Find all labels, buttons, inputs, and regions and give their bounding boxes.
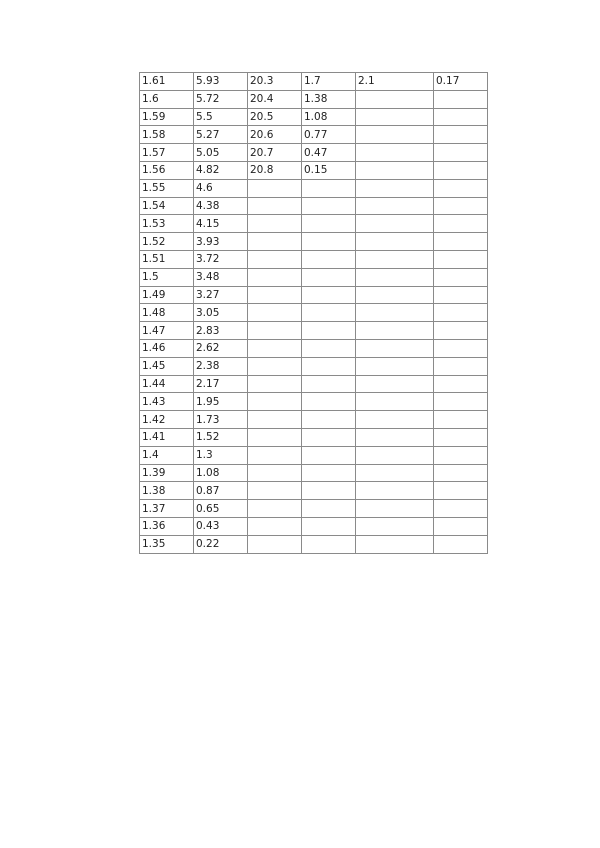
table-cell bbox=[248, 535, 302, 553]
table-cell: 5.27 bbox=[194, 126, 248, 144]
table-cell bbox=[356, 339, 434, 357]
table-cell bbox=[356, 286, 434, 304]
table-cell bbox=[356, 233, 434, 251]
table-cell: 1.41 bbox=[140, 428, 194, 446]
table-cell: 1.47 bbox=[140, 322, 194, 340]
table-cell bbox=[302, 428, 356, 446]
table-cell: 3.27 bbox=[194, 286, 248, 304]
table-cell bbox=[356, 108, 434, 126]
table-cell: 5.72 bbox=[194, 90, 248, 108]
table-cell bbox=[302, 233, 356, 251]
table-cell: 1.48 bbox=[140, 304, 194, 322]
table-cell: 1.37 bbox=[140, 500, 194, 518]
table-row bbox=[140, 535, 488, 553]
table-cell: 4.38 bbox=[194, 197, 248, 215]
table-cell bbox=[248, 322, 302, 340]
table-cell bbox=[434, 108, 488, 126]
table-cell bbox=[434, 322, 488, 340]
table-cell: 20.8 bbox=[248, 161, 302, 179]
table-cell bbox=[302, 197, 356, 215]
table-cell bbox=[248, 375, 302, 393]
table-cell: 1.45 bbox=[140, 357, 194, 375]
table-cell bbox=[434, 375, 488, 393]
table-cell bbox=[356, 304, 434, 322]
table-body bbox=[140, 73, 488, 554]
table-cell: 3.48 bbox=[194, 268, 248, 286]
table-cell: 1.3 bbox=[194, 446, 248, 464]
table-cell: 4.6 bbox=[194, 179, 248, 197]
table-cell bbox=[434, 161, 488, 179]
table-cell bbox=[302, 286, 356, 304]
table-cell bbox=[356, 197, 434, 215]
table-cell bbox=[434, 179, 488, 197]
table-cell bbox=[356, 268, 434, 286]
table-cell: 1.57 bbox=[140, 144, 194, 162]
table-cell bbox=[434, 357, 488, 375]
table-cell: 2.38 bbox=[194, 357, 248, 375]
table-cell bbox=[248, 411, 302, 429]
table-cell: 3.05 bbox=[194, 304, 248, 322]
table-cell bbox=[302, 250, 356, 268]
table-cell: 1.7 bbox=[302, 73, 356, 91]
table-cell: 1.59 bbox=[140, 108, 194, 126]
table-cell: 1.38 bbox=[140, 482, 194, 500]
table-cell: 1.08 bbox=[194, 464, 248, 482]
table-cell: 2.83 bbox=[194, 322, 248, 340]
table-cell bbox=[356, 411, 434, 429]
table-cell bbox=[434, 215, 488, 233]
table-cell: 1.53 bbox=[140, 215, 194, 233]
table-cell bbox=[302, 517, 356, 535]
table-cell bbox=[434, 144, 488, 162]
table-cell bbox=[434, 268, 488, 286]
table-cell: 20.5 bbox=[248, 108, 302, 126]
table-cell bbox=[356, 215, 434, 233]
table-cell: 1.38 bbox=[302, 90, 356, 108]
table-cell bbox=[302, 375, 356, 393]
table-cell: 1.56 bbox=[140, 161, 194, 179]
table-cell bbox=[248, 339, 302, 357]
table-row bbox=[140, 108, 488, 126]
table-cell: 1.58 bbox=[140, 126, 194, 144]
table-cell bbox=[356, 161, 434, 179]
table-cell bbox=[248, 197, 302, 215]
table-cell: 4.15 bbox=[194, 215, 248, 233]
table-cell: 2.62 bbox=[194, 339, 248, 357]
table-row bbox=[140, 482, 488, 500]
table-cell bbox=[356, 90, 434, 108]
table-cell bbox=[356, 126, 434, 144]
table-row bbox=[140, 233, 488, 251]
table-cell: 1.73 bbox=[194, 411, 248, 429]
table-cell bbox=[302, 464, 356, 482]
table-row bbox=[140, 446, 488, 464]
table-cell bbox=[248, 482, 302, 500]
table-cell: 1.95 bbox=[194, 393, 248, 411]
table-cell bbox=[248, 233, 302, 251]
table-cell bbox=[302, 500, 356, 518]
table-cell bbox=[356, 500, 434, 518]
table-cell bbox=[248, 357, 302, 375]
table-cell: 0.43 bbox=[194, 517, 248, 535]
table-cell: 1.6 bbox=[140, 90, 194, 108]
table-cell bbox=[248, 179, 302, 197]
table-cell: 3.93 bbox=[194, 233, 248, 251]
table-cell bbox=[248, 304, 302, 322]
table-cell bbox=[434, 250, 488, 268]
table-cell bbox=[434, 304, 488, 322]
table-cell: 1.42 bbox=[140, 411, 194, 429]
table-cell bbox=[302, 393, 356, 411]
table-row bbox=[140, 500, 488, 518]
table-cell: 0.87 bbox=[194, 482, 248, 500]
table-row bbox=[140, 126, 488, 144]
table-cell bbox=[302, 446, 356, 464]
table-row bbox=[140, 304, 488, 322]
table-cell bbox=[434, 428, 488, 446]
table-row bbox=[140, 179, 488, 197]
table-cell bbox=[356, 250, 434, 268]
table-row bbox=[140, 464, 488, 482]
table-cell bbox=[248, 464, 302, 482]
table-cell bbox=[356, 517, 434, 535]
table-row bbox=[140, 375, 488, 393]
table-cell bbox=[248, 250, 302, 268]
table-cell bbox=[434, 517, 488, 535]
table-cell bbox=[248, 215, 302, 233]
table-cell: 1.43 bbox=[140, 393, 194, 411]
table-cell: 1.51 bbox=[140, 250, 194, 268]
table-row bbox=[140, 286, 488, 304]
table-row bbox=[140, 428, 488, 446]
table-cell bbox=[356, 393, 434, 411]
table-cell bbox=[434, 233, 488, 251]
table-cell bbox=[356, 179, 434, 197]
table-cell bbox=[302, 304, 356, 322]
table-cell: 0.15 bbox=[302, 161, 356, 179]
table-row bbox=[140, 215, 488, 233]
table-cell: 1.52 bbox=[194, 428, 248, 446]
table-cell bbox=[356, 428, 434, 446]
table-cell bbox=[434, 464, 488, 482]
table-cell: 0.77 bbox=[302, 126, 356, 144]
table-row bbox=[140, 517, 488, 535]
table-row bbox=[140, 393, 488, 411]
data-table bbox=[139, 72, 488, 554]
table-row bbox=[140, 197, 488, 215]
table-cell bbox=[248, 268, 302, 286]
table-cell bbox=[302, 215, 356, 233]
table-cell bbox=[434, 482, 488, 500]
table-cell bbox=[248, 428, 302, 446]
table-row bbox=[140, 411, 488, 429]
table-cell bbox=[302, 411, 356, 429]
table-cell bbox=[356, 535, 434, 553]
table-cell bbox=[434, 411, 488, 429]
table-cell: 1.08 bbox=[302, 108, 356, 126]
table-cell bbox=[356, 464, 434, 482]
table-cell bbox=[434, 500, 488, 518]
table-cell bbox=[356, 144, 434, 162]
table-cell: 1.52 bbox=[140, 233, 194, 251]
table-cell: 1.46 bbox=[140, 339, 194, 357]
table-cell: 1.36 bbox=[140, 517, 194, 535]
table-cell bbox=[248, 393, 302, 411]
table-cell bbox=[434, 197, 488, 215]
table-cell bbox=[434, 393, 488, 411]
table-cell: 0.47 bbox=[302, 144, 356, 162]
table-cell: 5.05 bbox=[194, 144, 248, 162]
table-cell: 1.35 bbox=[140, 535, 194, 553]
table-row bbox=[140, 357, 488, 375]
table-cell bbox=[356, 357, 434, 375]
table-cell bbox=[302, 179, 356, 197]
table-cell bbox=[434, 446, 488, 464]
table-cell: 1.39 bbox=[140, 464, 194, 482]
table-row bbox=[140, 144, 488, 162]
table-cell: 2.1 bbox=[356, 73, 434, 91]
table-cell bbox=[356, 322, 434, 340]
table-cell: 1.4 bbox=[140, 446, 194, 464]
table-cell bbox=[248, 446, 302, 464]
table-cell: 5.5 bbox=[194, 108, 248, 126]
table-row bbox=[140, 161, 488, 179]
table-cell: 20.3 bbox=[248, 73, 302, 91]
table-cell bbox=[248, 500, 302, 518]
table-cell: 5.93 bbox=[194, 73, 248, 91]
table-cell: 4.82 bbox=[194, 161, 248, 179]
table-cell: 20.7 bbox=[248, 144, 302, 162]
table-cell: 3.72 bbox=[194, 250, 248, 268]
table-cell bbox=[302, 535, 356, 553]
table-cell: 1.61 bbox=[140, 73, 194, 91]
table-row bbox=[140, 250, 488, 268]
table-cell bbox=[302, 357, 356, 375]
table-cell bbox=[434, 286, 488, 304]
table-cell bbox=[356, 482, 434, 500]
table-cell bbox=[434, 126, 488, 144]
table-cell: 20.4 bbox=[248, 90, 302, 108]
table-cell bbox=[302, 268, 356, 286]
table-cell: 0.65 bbox=[194, 500, 248, 518]
table-cell: 1.44 bbox=[140, 375, 194, 393]
table-cell: 1.49 bbox=[140, 286, 194, 304]
table-cell bbox=[434, 90, 488, 108]
table-cell bbox=[434, 339, 488, 357]
table-cell bbox=[356, 446, 434, 464]
table-cell: 0.17 bbox=[434, 73, 488, 91]
table-cell bbox=[302, 322, 356, 340]
table-row bbox=[140, 73, 488, 91]
table-row bbox=[140, 90, 488, 108]
table-cell: 1.5 bbox=[140, 268, 194, 286]
table-cell bbox=[434, 535, 488, 553]
table-cell: 1.55 bbox=[140, 179, 194, 197]
table-cell: 0.22 bbox=[194, 535, 248, 553]
table-cell bbox=[302, 482, 356, 500]
table-cell bbox=[248, 517, 302, 535]
table-row bbox=[140, 268, 488, 286]
table-cell bbox=[356, 375, 434, 393]
table-row bbox=[140, 339, 488, 357]
table-cell: 2.17 bbox=[194, 375, 248, 393]
table-cell: 20.6 bbox=[248, 126, 302, 144]
table-cell bbox=[248, 286, 302, 304]
table-cell: 1.54 bbox=[140, 197, 194, 215]
table-row bbox=[140, 322, 488, 340]
table-cell bbox=[302, 339, 356, 357]
